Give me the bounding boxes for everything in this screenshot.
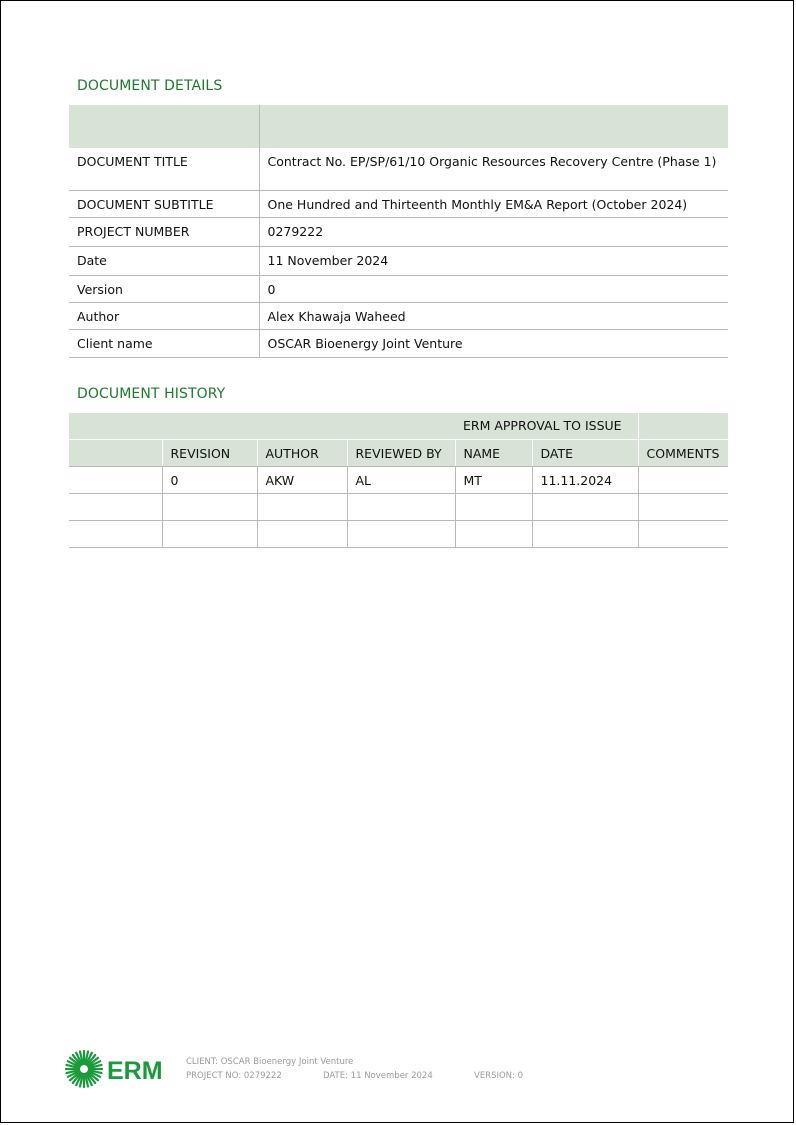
- column-header-comments: COMMENTS: [638, 439, 728, 466]
- footer-version: VERSION: 0: [474, 1071, 524, 1081]
- table-cell: [69, 466, 162, 493]
- erm-logo: [65, 1050, 165, 1090]
- details-value: 0279222: [259, 217, 728, 246]
- table-cell: [532, 493, 638, 520]
- details-label: Version: [69, 275, 259, 302]
- footer-client: CLIENT: OSCAR Bioenergy Joint Venture: [186, 1057, 354, 1067]
- details-label: PROJECT NUMBER: [69, 217, 259, 246]
- details-label: DOCUMENT SUBTITLE: [69, 190, 259, 217]
- details-row: [69, 190, 728, 217]
- column-header: [69, 439, 162, 466]
- table-cell: [638, 466, 728, 493]
- details-value: Contract No. EP/SP/61/10 Organic Resources Recovery Centre (Phase 1): [259, 148, 728, 190]
- table-cell: 0: [162, 466, 257, 493]
- details-header-cell: [69, 105, 259, 148]
- logo-text: ERM: [107, 1057, 163, 1085]
- details-label: Client name: [69, 329, 259, 357]
- column-header-date: DATE: [532, 439, 638, 466]
- details-row: [69, 217, 728, 246]
- table-cell: [532, 520, 638, 547]
- details-label: DOCUMENT TITLE: [69, 148, 259, 190]
- details-value: 0: [259, 275, 728, 302]
- table-cell: [162, 493, 257, 520]
- table-cell: [455, 520, 532, 547]
- details-row: [69, 302, 728, 329]
- document-history-table: [69, 413, 728, 548]
- table-cell: [638, 520, 728, 547]
- table-cell: AL: [347, 466, 455, 493]
- document-details-table: [69, 105, 728, 358]
- table-cell: [69, 493, 162, 520]
- erm-sunburst-icon: [66, 1051, 102, 1087]
- history-group-row: [69, 413, 728, 439]
- details-row: [69, 246, 728, 275]
- column-header-reviewed-by: REVIEWED BY: [347, 439, 455, 466]
- history-group-blank: [638, 413, 728, 439]
- column-header-name: NAME: [455, 439, 532, 466]
- table-row: [69, 493, 728, 520]
- table-cell: [257, 493, 347, 520]
- table-row: [69, 466, 728, 493]
- table-cell: 11.11.2024: [532, 466, 638, 493]
- table-cell: [455, 493, 532, 520]
- document-history-heading: DOCUMENT HISTORY: [77, 386, 226, 402]
- table-cell: AKW: [257, 466, 347, 493]
- details-value: Alex Khawaja Waheed: [259, 302, 728, 329]
- details-header-cell: [259, 105, 728, 148]
- approval-group-header: ERM APPROVAL TO ISSUE: [455, 413, 638, 439]
- details-label: Date: [69, 246, 259, 275]
- table-cell: [638, 493, 728, 520]
- history-header-row: [69, 439, 728, 466]
- footer-date: DATE: 11 November 2024: [323, 1071, 433, 1081]
- details-row: [69, 148, 728, 190]
- table-cell: [69, 520, 162, 547]
- document-details-heading: DOCUMENT DETAILS: [77, 78, 223, 94]
- history-group-blank: [69, 413, 455, 439]
- details-value: OSCAR Bioenergy Joint Venture: [259, 329, 728, 357]
- table-row: [69, 520, 728, 547]
- footer-project-no: PROJECT NO: 0279222: [186, 1071, 282, 1081]
- table-cell: [162, 520, 257, 547]
- details-value: 11 November 2024: [259, 246, 728, 275]
- table-cell: [347, 493, 455, 520]
- details-label: Author: [69, 302, 259, 329]
- column-header-revision: REVISION: [162, 439, 257, 466]
- table-cell: [257, 520, 347, 547]
- details-value: One Hundred and Thirteenth Monthly EM&A Report (October 2024): [259, 190, 728, 217]
- details-row: [69, 275, 728, 302]
- details-row: [69, 329, 728, 357]
- table-cell: [347, 520, 455, 547]
- column-header-author: AUTHOR: [257, 439, 347, 466]
- table-cell: MT: [455, 466, 532, 493]
- details-header-row: [69, 105, 728, 148]
